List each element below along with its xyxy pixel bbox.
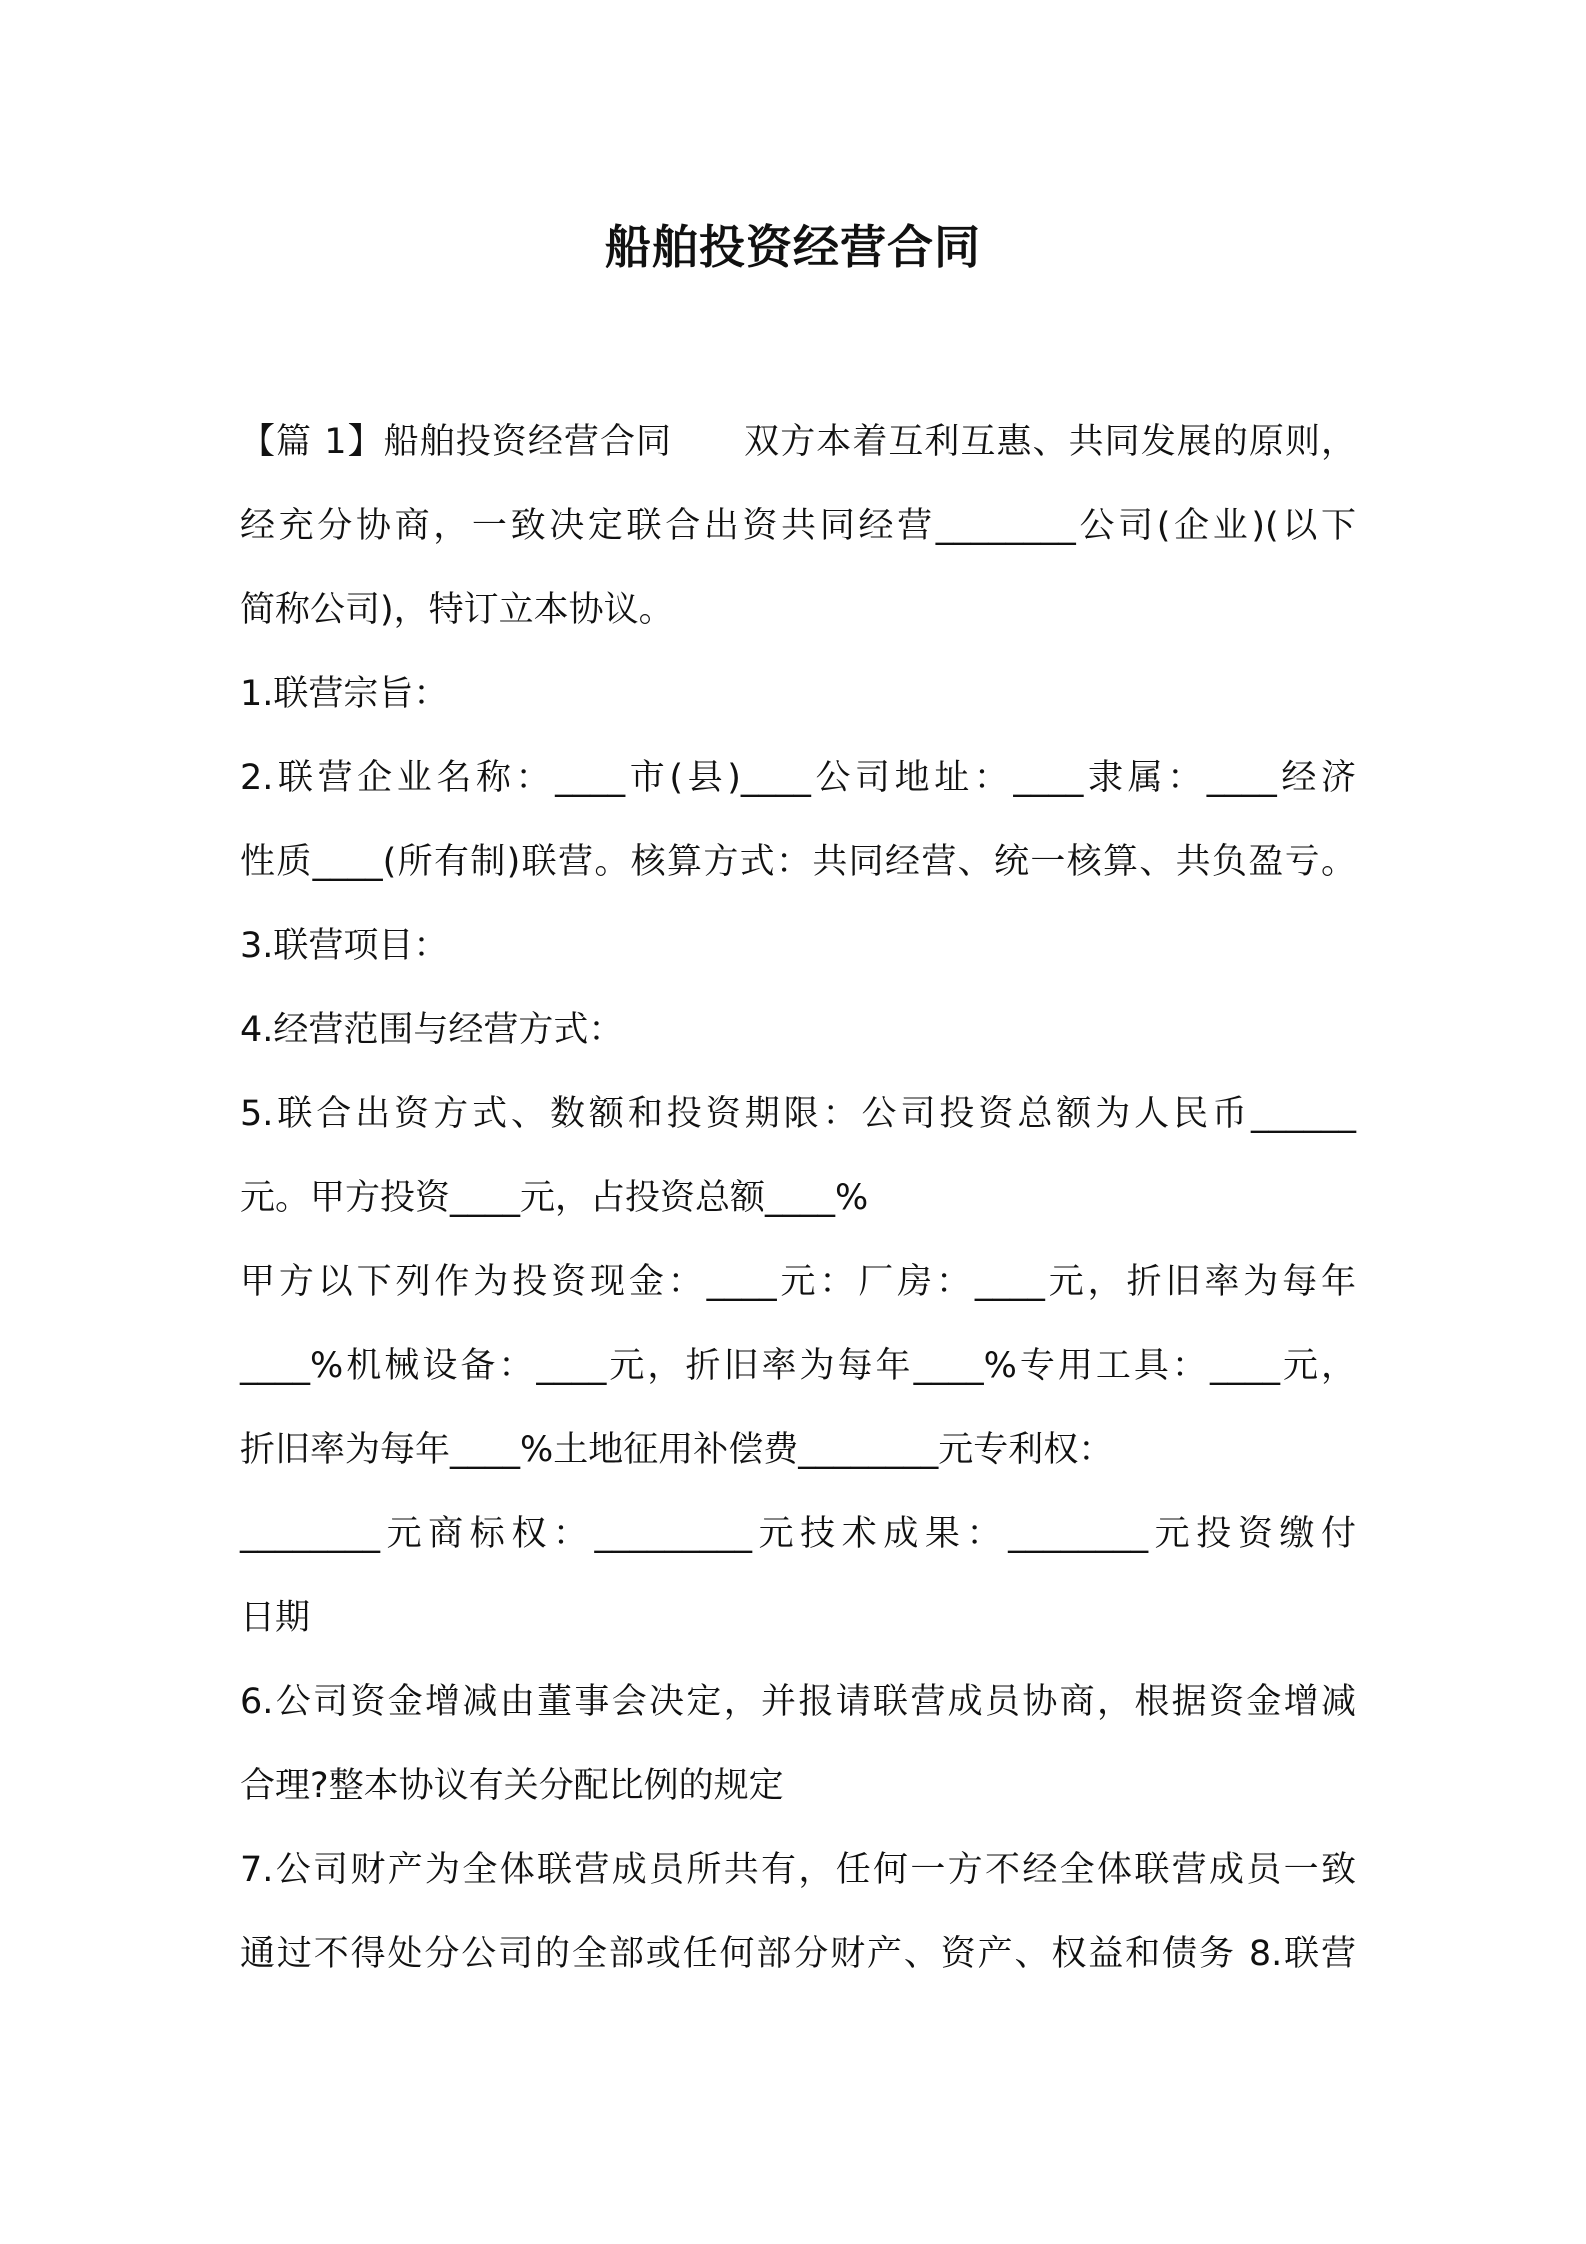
text-line-19: 通过不得处分公司的全部或任何部分财产、资产、权益和债务 8.联营 [240, 1934, 1356, 1974]
text-line-18: 7.公司财产为全体联营成员所共有，任何一方不经全体联营成员一致 [240, 1850, 1356, 1890]
text-line-3: 简称公司)，特订立本协议。 [240, 590, 674, 630]
text-line-11: 甲方以下列作为投资现金：____元：厂房：____元，折旧率为每年 [240, 1262, 1356, 1302]
text-line-5: 2.联营企业名称：____市(县)____公司地址：____隶属：____经济 [240, 758, 1356, 798]
text-line-4: 1.联营宗旨： [240, 674, 449, 714]
text-line-6: 性质____(所有制)联营。核算方式：共同经营、统一核算、共负盈亏。 [240, 842, 1356, 882]
text-line-9: 5.联合出资方式、数额和投资期限：公司投资总额为人民币______ [240, 1094, 1356, 1134]
text-line-10: 元。甲方投资____元，占投资总额____% [240, 1178, 869, 1218]
text-line-12: ____%机械设备：____元，折旧率为每年____%专用工具：____元， [240, 1346, 1356, 1386]
document-title: 船舶投资经营合同 [605, 220, 981, 274]
text-line-15: 日期 [240, 1598, 311, 1638]
document-body [240, 400, 1356, 1996]
text-line-8: 4.经营范围与经营方式： [240, 1010, 624, 1050]
text-line-1: 【篇 1】船舶投资经营合同 双方本着互利互惠、共同发展的原则， [240, 422, 1356, 462]
text-line-13: 折旧率为每年____%土地征用补偿费________元专利权： [240, 1430, 1114, 1470]
text-line-16: 6.公司资金增减由董事会决定，并报请联营成员协商，根据资金增减 [240, 1682, 1356, 1722]
text-line-7: 3.联营项目： [240, 926, 449, 966]
text-line-14: ________元商标权：_________元技术成果：________元投资缴付 [240, 1514, 1356, 1554]
text-line-2: 经充分协商，一致决定联合出资共同经营________公司(企业)(以下 [240, 506, 1356, 546]
text-line-17: 合理?整本协议有关分配比例的规定 [240, 1766, 784, 1806]
